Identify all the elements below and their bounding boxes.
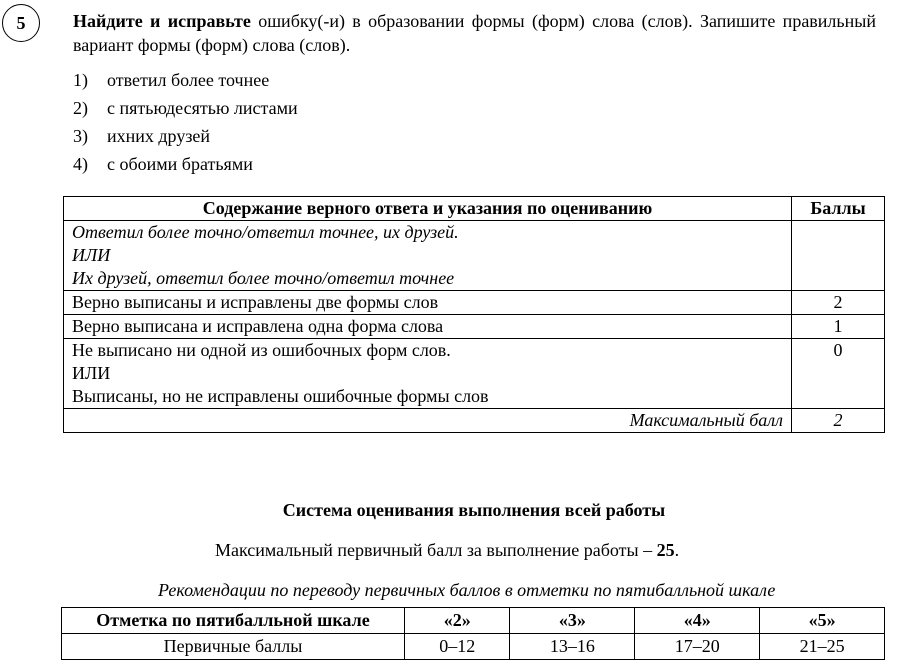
correct-answer-cell bbox=[64, 221, 792, 291]
max-primary-score-line bbox=[215, 540, 679, 561]
criterion-text: Верно выписана и исправлена одна форма слова bbox=[64, 315, 792, 339]
task-instruction-bold: Найдите и исправьте bbox=[73, 11, 251, 31]
table-row bbox=[64, 291, 885, 315]
grade-header-cell: Отметка по пятибалльной шкале bbox=[62, 608, 405, 634]
section-title: Система оценивания выполнения всей работы bbox=[282, 500, 666, 520]
option-number: 2) bbox=[73, 98, 88, 118]
grade-header-cell: «5» bbox=[760, 608, 885, 634]
grade-values-row bbox=[62, 634, 885, 660]
grade-cell: Первичные баллы bbox=[62, 634, 405, 660]
option-text: с пятьюдесятью листами bbox=[107, 98, 298, 118]
max-primary-value: 25 bbox=[656, 540, 675, 560]
max-primary-end: . bbox=[674, 540, 680, 560]
option-text: ответил более точнее bbox=[107, 70, 270, 90]
option-text: ихних друзей bbox=[107, 126, 211, 146]
zero-score-row bbox=[64, 339, 885, 409]
table-header-row bbox=[64, 197, 885, 221]
grade-cell: 13–16 bbox=[510, 634, 635, 660]
zero-criterion-line: Не выписано ни одной из ошибочных форм слов. bbox=[72, 340, 451, 360]
option-item bbox=[73, 122, 298, 150]
option-text: с обоими братьями bbox=[107, 154, 253, 174]
task-number: 5 bbox=[16, 12, 26, 33]
zero-criterion-line: Выписаны, но не исправлены ошибочные формы слов bbox=[72, 386, 489, 406]
correct-answer-line: Ответил более точно/ответил точнее, их друзей. bbox=[72, 222, 459, 242]
grade-header-cell: «4» bbox=[635, 608, 760, 634]
option-number: 4) bbox=[73, 154, 88, 174]
zero-criterion-or: ИЛИ bbox=[72, 363, 111, 383]
empty-score-cell bbox=[792, 221, 885, 291]
grade-cell: 17–20 bbox=[635, 634, 760, 660]
criterion-score: 0 bbox=[792, 339, 885, 409]
option-item bbox=[73, 150, 298, 178]
answer-criteria-table bbox=[63, 196, 885, 433]
score-column-header: Баллы bbox=[792, 197, 885, 221]
option-number: 3) bbox=[73, 126, 88, 146]
correct-answer-line: Их друзей, ответил более точно/ответил точнее bbox=[72, 268, 455, 288]
grade-cell: 0–12 bbox=[405, 634, 510, 660]
options-list bbox=[73, 66, 298, 178]
recommendation-text: Рекомендации по переводу первичных баллов в отметки по пятибалльной шкале bbox=[158, 580, 776, 600]
task-instruction-rest: ошибку(-и) в образовании формы (форм) слова (слов). Запишите правильный вариант формы (форм) слова (слов). bbox=[73, 11, 876, 55]
grade-header-row bbox=[62, 608, 885, 634]
max-primary-text: Максимальный первичный балл за выполнение работы – bbox=[215, 540, 653, 560]
option-item bbox=[73, 94, 298, 122]
criterion-score: 1 bbox=[792, 315, 885, 339]
task-instruction bbox=[73, 9, 876, 57]
max-score-label: Максимальный балл bbox=[64, 409, 792, 433]
option-number: 1) bbox=[73, 70, 88, 90]
max-score-row bbox=[64, 409, 885, 433]
task-number-badge bbox=[2, 4, 40, 42]
criterion-score: 2 bbox=[792, 291, 885, 315]
correct-answer-or: ИЛИ bbox=[72, 245, 111, 265]
grade-header-cell: «2» bbox=[405, 608, 510, 634]
max-score-value: 2 bbox=[792, 409, 885, 433]
grade-cell: 21–25 bbox=[760, 634, 885, 660]
zero-criterion-cell bbox=[64, 339, 792, 409]
option-item bbox=[73, 66, 298, 94]
grade-header-cell: «3» bbox=[510, 608, 635, 634]
table-row bbox=[64, 315, 885, 339]
grade-conversion-table bbox=[61, 607, 885, 660]
content-column-header: Содержание верного ответа и указания по оцениванию bbox=[64, 197, 792, 221]
correct-answer-row bbox=[64, 221, 885, 291]
criterion-text: Верно выписаны и исправлены две формы слов bbox=[64, 291, 792, 315]
